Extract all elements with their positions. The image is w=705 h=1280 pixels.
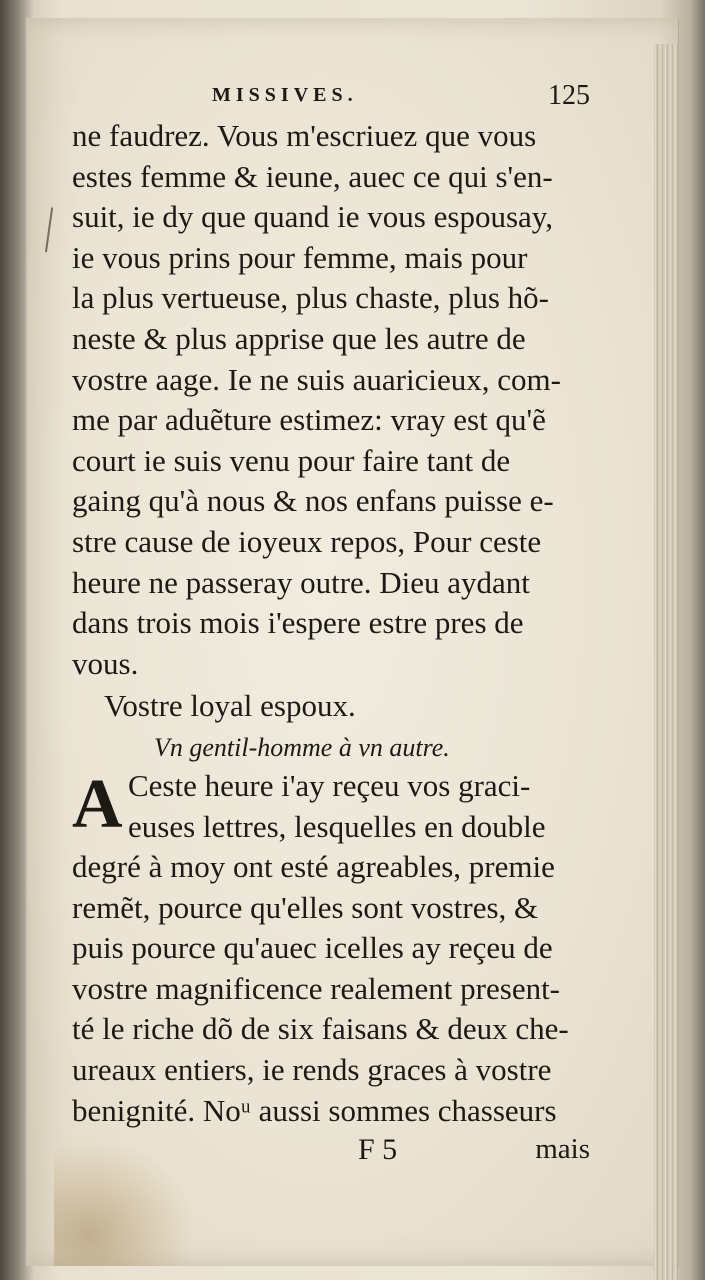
body-line: la plus vertueuse, plus chaste, plus hõ-: [72, 280, 549, 316]
body-line: estes femme & ieune, auec ce qui s'en-: [72, 158, 553, 194]
running-head-title: MISSIVES.: [212, 84, 358, 106]
letter-line: benignité. Noᵘ aussi sommes chasseurs: [72, 1092, 557, 1128]
page-edge-stack: [654, 44, 678, 1280]
body-line: suit, ie dy que quand ie vous espousay,: [72, 199, 553, 235]
letter-heading: Vn gentil-homme à vn autre.: [154, 732, 450, 762]
letter-line: té le riche dõ de six faisans & deux che-: [72, 1011, 569, 1047]
body-line: me par aduẽture estimez: vray est qu'ẽ: [72, 402, 546, 438]
body-line: vostre aage. Ie ne suis auaricieux, com-: [72, 361, 561, 397]
letter-line: vostre magnificence realement present-: [72, 970, 561, 1006]
catchword: mais: [535, 1133, 590, 1166]
body-line: heure ne passeray outre. Dieu aydant: [72, 564, 530, 600]
body-line: vous.: [72, 645, 139, 681]
letter-line: euses lettres, lesquelles en double: [128, 808, 546, 844]
letter-signature: Vostre loyal espoux.: [104, 688, 356, 724]
drop-cap: A: [72, 765, 123, 843]
signature-mark: F 5: [358, 1133, 398, 1167]
body-line: ne faudrez. Vous m'escriuez que vous: [72, 118, 537, 153]
body-line: dans trois mois i'espere estre pres de: [72, 605, 524, 641]
letter-line: remẽt, pource qu'elles sont vostres, &: [72, 889, 539, 925]
letter-line: ureaux entiers, ie rends graces à vostre: [72, 1052, 552, 1088]
printed-text-block: [72, 80, 590, 1173]
body-line: stre cause de ioyeux repos, Pour ceste: [72, 523, 542, 559]
body-line: gaing qu'à nous & nos enfans puisse e-: [72, 483, 554, 519]
page-footer: [72, 1133, 590, 1173]
body-line: ie vous prins pour femme, mais pour: [72, 239, 528, 275]
binding-thread-mark: [45, 207, 63, 253]
letter-line: degré à moy ont esté agreables, premie: [72, 849, 555, 885]
page-number: 125: [548, 80, 590, 111]
body-line: court ie suis venu pour faire tant de: [72, 442, 511, 478]
running-head: [72, 80, 590, 114]
letter-line: puis pource qu'auec icelles ay reçeu de: [72, 930, 553, 966]
letter-first-line-text: Ceste heure i'ay reçeu vos graci-: [128, 767, 531, 803]
body-line: neste & plus apprise que les autre de: [72, 320, 526, 356]
